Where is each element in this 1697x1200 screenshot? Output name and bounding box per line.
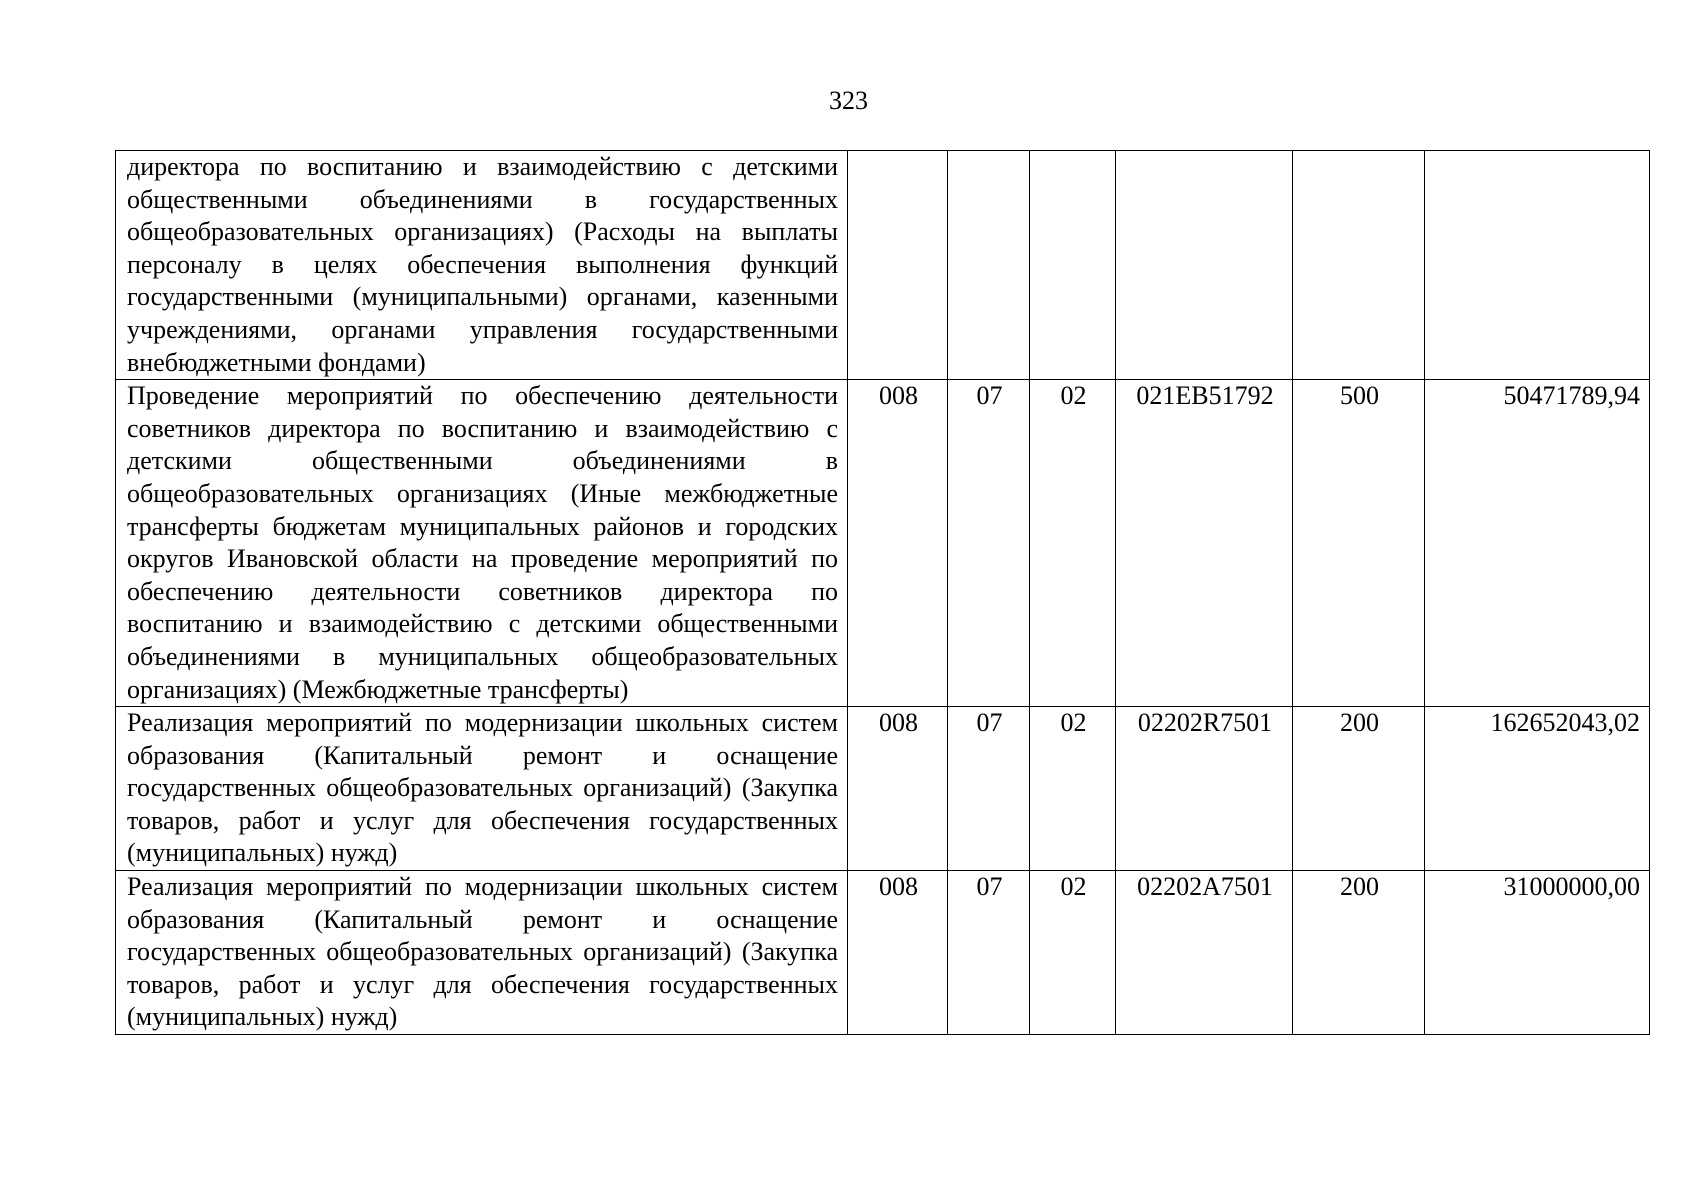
row-subsection-code: 02 — [1030, 707, 1116, 871]
table-row — [116, 380, 1650, 707]
row-expense-type: 200 — [1293, 871, 1425, 1035]
row-expense-type — [1293, 151, 1425, 380]
row-description: Проведение мероприятий по обеспечению деятельности советников директора по воспитанию и взаимодействию с детскими общественными объединениями в общеобразовательных организациях (Иные межбюджетные трансферты бюджетам муниципальных районов и городских округов Ивановской области на проведение мероприятий по обеспечению деятельности советников директора по воспитанию и взаимодействию с детскими общественными объединениями в муниципальных общеобразовательных организациях) (Межбюджетные трансферты) — [116, 380, 848, 707]
row-section-code: 07 — [948, 380, 1030, 707]
table-row — [116, 871, 1650, 1035]
row-amount — [1425, 151, 1650, 380]
row-section-code: 07 — [948, 707, 1030, 871]
table-row — [116, 151, 1650, 380]
row-ved-code: 008 — [848, 707, 948, 871]
budget-table — [115, 150, 1650, 1035]
row-target-article: 02202А7501 — [1116, 871, 1293, 1035]
row-ved-code: 008 — [848, 871, 948, 1035]
page-number: 323 — [829, 86, 868, 115]
row-subsection-code: 02 — [1030, 380, 1116, 707]
row-expense-type: 200 — [1293, 707, 1425, 871]
row-amount: 162652043,02 — [1425, 707, 1650, 871]
row-subsection-code — [1030, 151, 1116, 380]
row-target-article: 021EB51792 — [1116, 380, 1293, 707]
row-ved-code — [848, 151, 948, 380]
row-section-code — [948, 151, 1030, 380]
row-amount: 50471789,94 — [1425, 380, 1650, 707]
row-subsection-code: 02 — [1030, 871, 1116, 1035]
row-expense-type: 500 — [1293, 380, 1425, 707]
table-row — [116, 707, 1650, 871]
row-description: Реализация мероприятий по модернизации школьных систем образования (Капитальный ремонт и оснащение государственных общеобразовательных организаций) (Закупка товаров, работ и услуг для обеспечения государственных (муниципальных) нужд) — [116, 707, 848, 871]
row-amount: 31000000,00 — [1425, 871, 1650, 1035]
row-target-article — [1116, 151, 1293, 380]
row-ved-code: 008 — [848, 380, 948, 707]
row-section-code: 07 — [948, 871, 1030, 1035]
row-target-article: 02202R7501 — [1116, 707, 1293, 871]
row-description: Реализация мероприятий по модернизации школьных систем образования (Капитальный ремонт и оснащение государственных общеобразовательных организаций) (Закупка товаров, работ и услуг для обеспечения государственных (муниципальных) нужд) — [116, 871, 848, 1035]
row-description: директора по воспитанию и взаимодействию с детскими общественными объединениями в государственных общеобразовательных организациях) (Расходы на выплаты персоналу в целях обеспечения выполнения функций государственными (муниципальными) органами, казенными учреждениями, органами управления государственными внебюджетными фондами) — [116, 151, 848, 380]
